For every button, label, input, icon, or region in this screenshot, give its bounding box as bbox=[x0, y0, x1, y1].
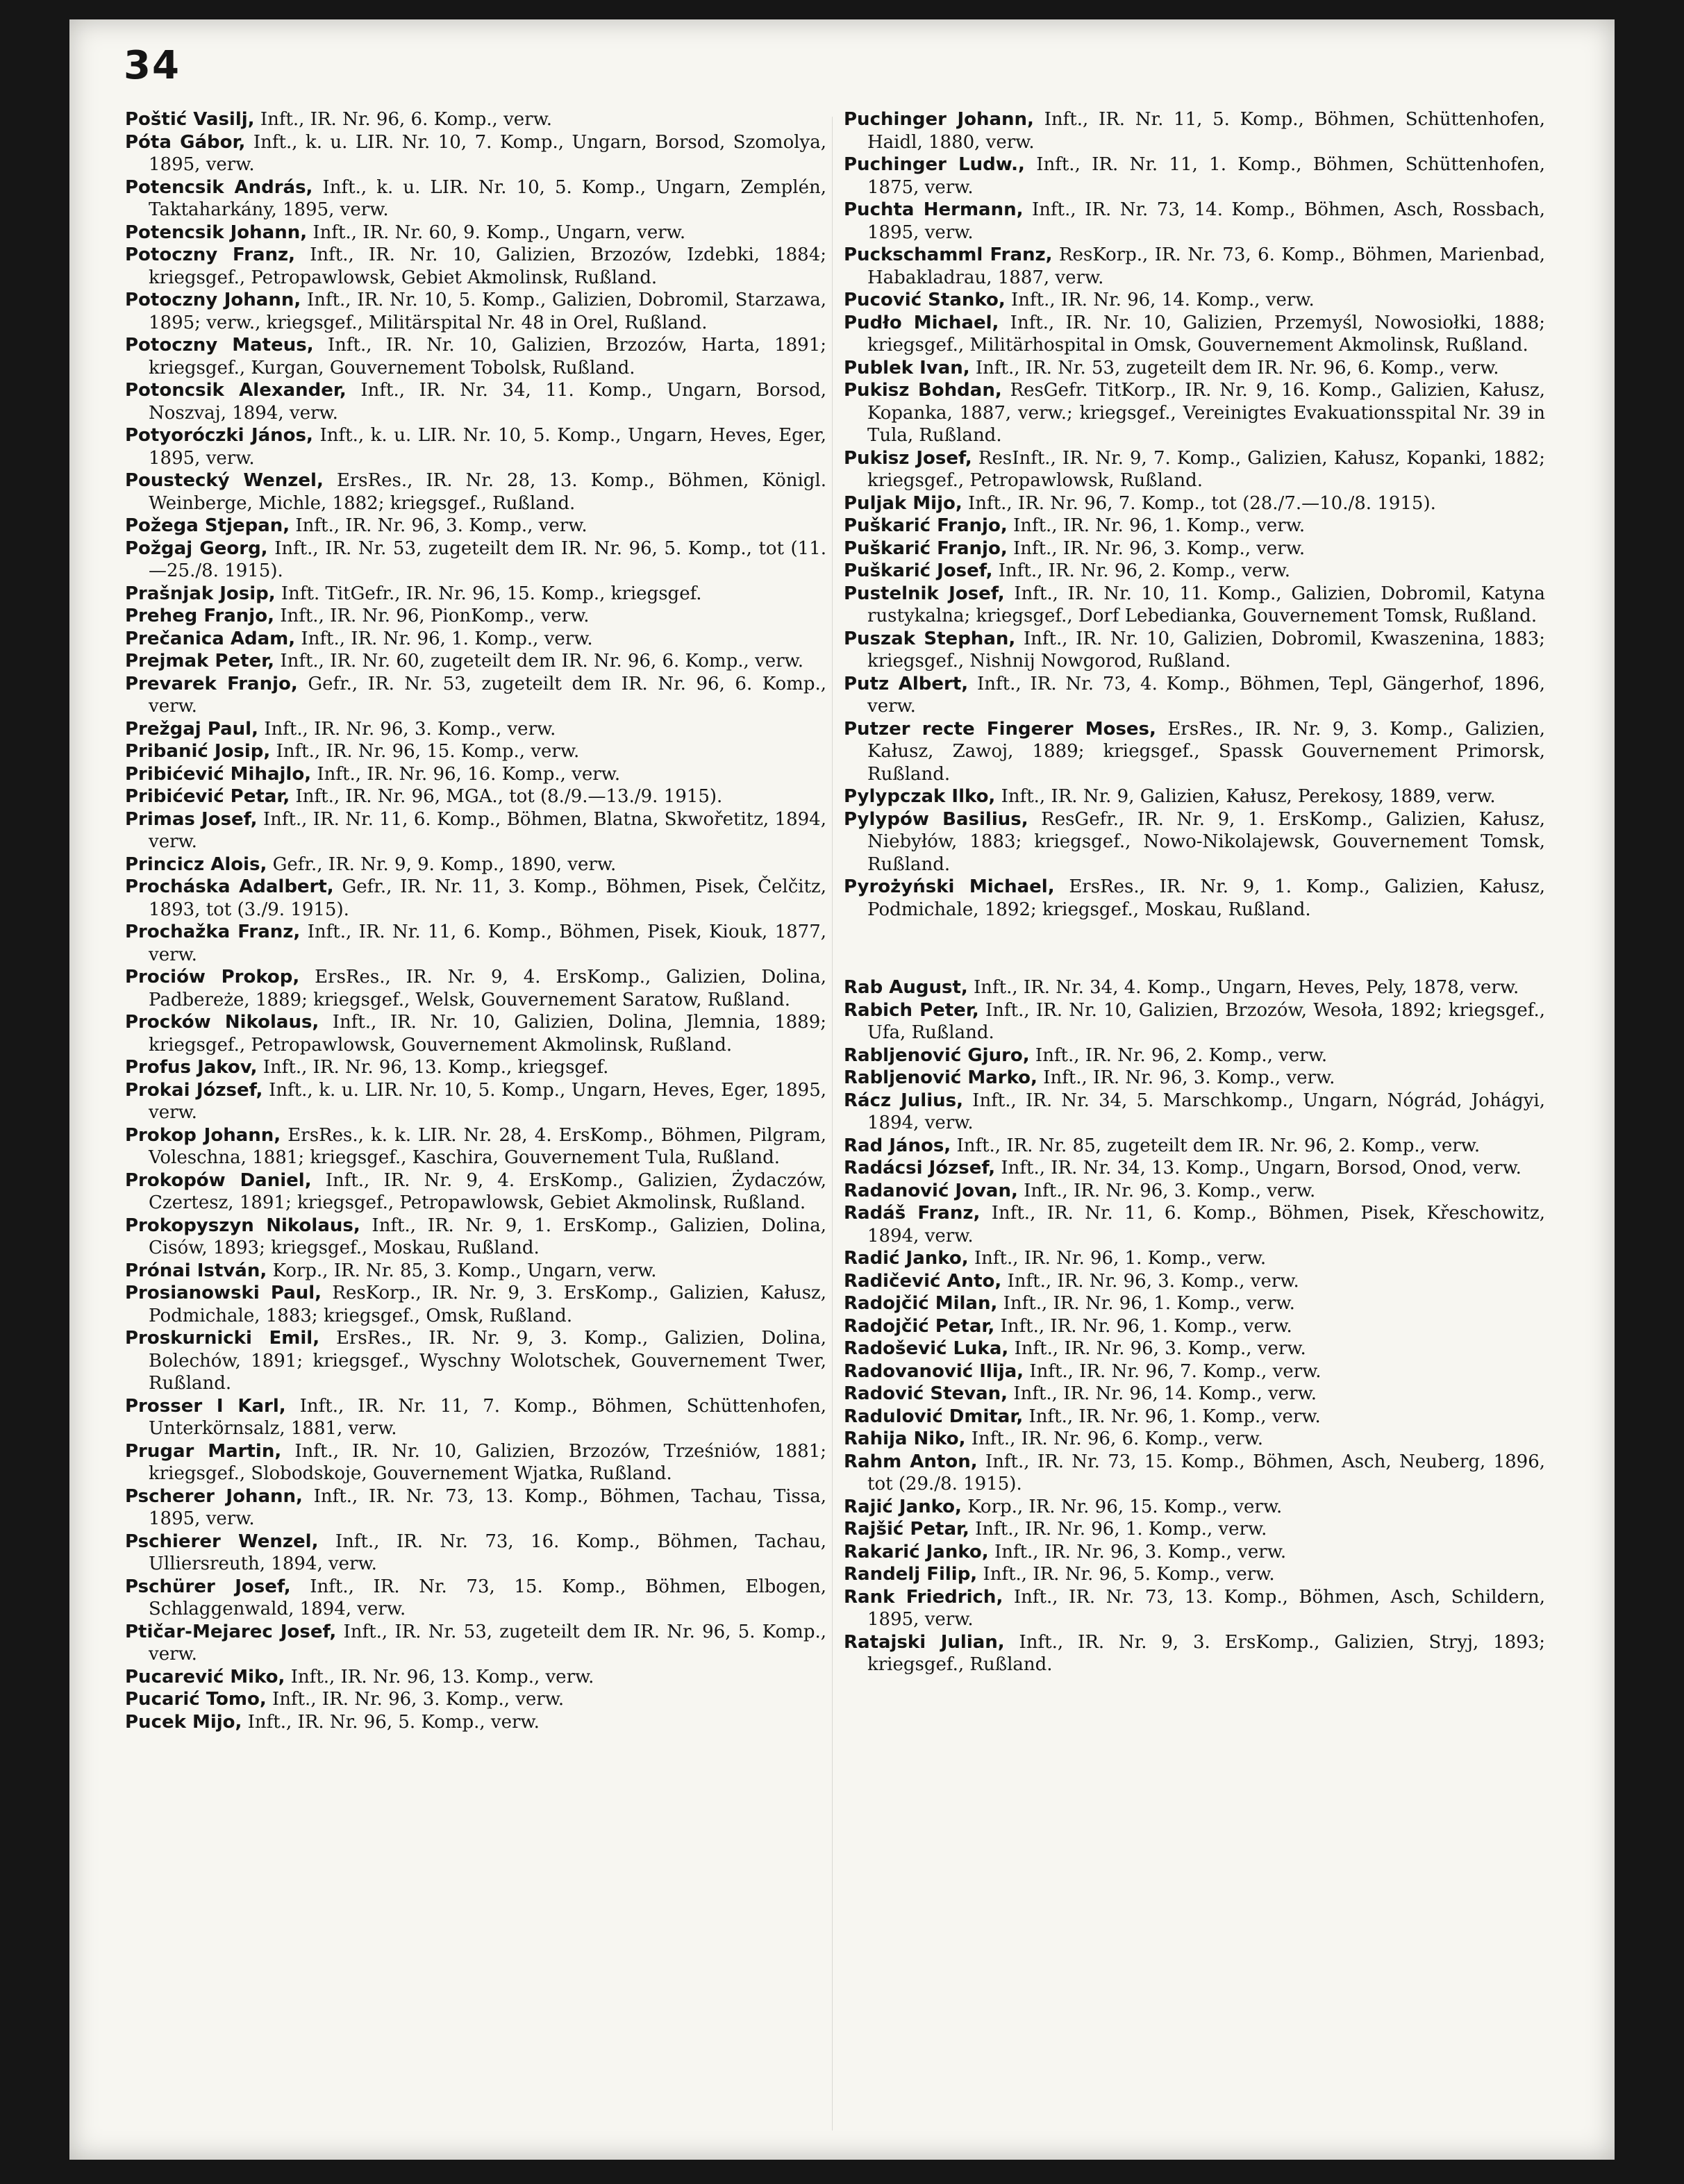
list-entry bbox=[844, 515, 1545, 537]
list-entry bbox=[125, 876, 826, 921]
entry-name: Prónai István, bbox=[125, 1260, 267, 1281]
entry-name: Potyoróczki János, bbox=[125, 425, 313, 446]
entry-details: Inft., IR. Nr. 85, zugeteilt dem IR. Nr. 96, 2. Komp., verw. bbox=[956, 1135, 1481, 1156]
list-entry bbox=[844, 1518, 1545, 1541]
entry-details: Inft., IR. Nr. 34, 13. Komp., Ungarn, Borsod, Onod, verw. bbox=[1001, 1158, 1522, 1178]
list-entry bbox=[125, 1215, 826, 1260]
entry-details: Korp., IR. Nr. 96, 15. Komp., verw. bbox=[967, 1496, 1283, 1517]
entry-name: Ptičar-Mejarec Josef, bbox=[125, 1621, 337, 1642]
entry-details: Inft., k. u. LIR. Nr. 10, 5. Komp., Ungarn, Heves, Eger, 1895, verw. bbox=[149, 425, 827, 469]
entry-name: Prociów Prokop, bbox=[125, 967, 300, 987]
entry-details: Inft., IR. Nr. 73, 13. Komp., Böhmen, Asch, Schildern, 1895, verw. bbox=[867, 1586, 1546, 1630]
list-entry bbox=[125, 763, 826, 786]
entry-name: Prokopyszyn Nikolaus, bbox=[125, 1215, 360, 1236]
entry-name: Pylypczak Ilko, bbox=[844, 786, 996, 807]
entry-name: Radáš Franz, bbox=[844, 1203, 981, 1224]
entry-details: ResKorp., IR. Nr. 73, 6. Komp., Böhmen, Marienbad, Habakladrau, 1887, verw. bbox=[867, 244, 1546, 288]
entry-details: Gefr., IR. Nr. 53, zugeteilt dem IR. Nr. 96, 6. Komp., verw. bbox=[149, 673, 827, 717]
list-entry bbox=[125, 1011, 826, 1056]
entry-details: Inft., IR. Nr. 34, 11. Komp., Ungarn, Borsod, Noszvaj, 1894, verw. bbox=[149, 380, 827, 424]
section-gap bbox=[844, 921, 1545, 976]
entry-details: Inft., IR. Nr. 60, zugeteilt dem IR. Nr. 96, 6. Komp., verw. bbox=[280, 651, 803, 672]
entry-name: Pschierer Wenzel, bbox=[125, 1531, 319, 1552]
list-entry bbox=[125, 537, 826, 583]
list-entry bbox=[844, 1247, 1545, 1270]
entry-name: Pukisz Bohdan, bbox=[844, 380, 1002, 401]
entry-name: Rabich Peter, bbox=[844, 999, 979, 1021]
list-entry bbox=[844, 1157, 1545, 1180]
section-p-entries bbox=[844, 108, 1545, 921]
entry-details: Inft., IR. Nr. 96, 3. Komp., verw. bbox=[1007, 1270, 1299, 1292]
entry-details: ErsRes., IR. Nr. 28, 13. Komp., Böhmen, Königl. Weinberge, Michle, 1882; kriegsgef., Rußland. bbox=[149, 470, 827, 514]
entry-name: Prečanica Adam, bbox=[125, 628, 296, 649]
list-entry bbox=[844, 1541, 1545, 1564]
entry-details: Inft., IR. Nr. 96, 1. Komp., verw. bbox=[1000, 1315, 1292, 1337]
entry-details: Inft. TitGefr., IR. Nr. 96, 15. Komp., kriegsgef. bbox=[281, 583, 702, 604]
list-entry bbox=[844, 1202, 1545, 1247]
entry-details: Inft., IR. Nr. 73, 15. Komp., Böhmen, Elbogen, Schlaggenwald, 1894, verw. bbox=[149, 1576, 826, 1619]
list-entry bbox=[844, 199, 1545, 244]
entry-name: Puškarić Franjo, bbox=[844, 537, 1008, 559]
list-entry bbox=[125, 515, 826, 537]
entry-name: Radovanović Ilija, bbox=[844, 1360, 1024, 1382]
list-entry bbox=[125, 244, 826, 289]
entry-details: Inft., IR. Nr. 96, 1. Komp., verw. bbox=[1028, 1406, 1321, 1427]
entry-details: Inft., IR. Nr. 96, 14. Komp., verw. bbox=[1010, 290, 1315, 310]
section-r-entries bbox=[844, 976, 1545, 1676]
entry-details: Inft., IR. Nr. 96, 7. Komp., tot (28./7.—10./8. 1915). bbox=[967, 492, 1436, 514]
entry-name: Radošević Luka, bbox=[844, 1338, 1009, 1359]
entry-name: Rabljenović Marko, bbox=[844, 1067, 1037, 1088]
list-entry bbox=[125, 1056, 826, 1079]
entry-details: Inft., IR. Nr. 10, Galizien, Brzozów, Harta, 1891; kriegsgef., Kurgan, Gouvernement Tobolsk, Rußland. bbox=[149, 335, 827, 378]
entry-details: Inft., IR. Nr. 96, 7. Komp., verw. bbox=[1029, 1360, 1322, 1382]
entry-details: Inft., IR. Nr. 34, 5. Marschkomp., Ungarn, Nógrád, Johágyi, 1894, verw. bbox=[867, 1090, 1545, 1133]
entry-details: ResGefr. TitKorp., IR. Nr. 9, 16. Komp., Galizien, Kałusz, Kopanka, 1887, verw.; kriegsgef., Vereinigtes Evakuationsspital Nr. 39 in Tula, Rußland. bbox=[867, 380, 1546, 446]
entry-details: ResKorp., IR. Nr. 9, 3. ErsKomp., Galizien, Kałusz, Podmichale, 1883; kriegsgef., Omsk, Rußland. bbox=[149, 1283, 827, 1326]
entry-name: Rácz Julius, bbox=[844, 1090, 963, 1111]
entry-details: Inft., IR. Nr. 53, zugeteilt dem IR. Nr. 96, 5. Komp., tot (11.—25./8. 1915). bbox=[149, 537, 826, 581]
list-entry bbox=[125, 1711, 826, 1734]
entry-name: Rahm Anton, bbox=[844, 1451, 978, 1472]
entry-name: Potoncsik Alexander, bbox=[125, 380, 347, 401]
entry-name: Puškarić Josef, bbox=[844, 560, 993, 581]
list-entry bbox=[125, 966, 826, 1011]
entry-name: Prašnjak Josip, bbox=[125, 583, 276, 604]
entry-details: Inft., IR. Nr. 10, Galizien, Brzozów, Wesoła, 1892; kriegsgef., Ufa, Rußland. bbox=[867, 999, 1545, 1043]
list-entry bbox=[125, 1485, 826, 1531]
entry-name: Rank Friedrich, bbox=[844, 1586, 1003, 1608]
entry-name: Pylypów Basilius, bbox=[844, 808, 1028, 830]
entry-name: Pucek Mijo, bbox=[125, 1711, 242, 1733]
entry-name: Rakarić Janko, bbox=[844, 1541, 989, 1562]
list-entry bbox=[844, 560, 1545, 583]
list-entry bbox=[844, 1180, 1545, 1203]
entry-name: Procháska Adalbert, bbox=[125, 876, 334, 897]
list-entry bbox=[125, 921, 826, 966]
list-entry bbox=[125, 334, 826, 379]
entry-details: Inft., IR. Nr. 96, 6. Komp., verw. bbox=[971, 1428, 1263, 1449]
right-column bbox=[844, 108, 1545, 1676]
list-entry bbox=[125, 469, 826, 515]
entry-name: Profus Jakov, bbox=[125, 1057, 258, 1078]
entry-name: Puljak Mijo, bbox=[844, 492, 962, 514]
list-entry bbox=[125, 1124, 826, 1169]
entry-name: Póta Gábor, bbox=[125, 131, 246, 153]
list-entry bbox=[125, 176, 826, 222]
entry-name: Princicz Alois, bbox=[125, 853, 267, 875]
list-entry bbox=[125, 1576, 826, 1621]
entry-name: Rajšić Petar, bbox=[844, 1519, 969, 1540]
entry-name: Požega Stjepan, bbox=[125, 515, 290, 536]
list-entry bbox=[844, 1496, 1545, 1519]
entry-name: Ratajski Julian, bbox=[844, 1631, 1005, 1653]
entry-name: Rad János, bbox=[844, 1135, 951, 1156]
entry-name: Prežgaj Paul, bbox=[125, 718, 258, 740]
list-entry bbox=[844, 1631, 1545, 1676]
list-entry bbox=[844, 785, 1545, 808]
list-entry bbox=[125, 1666, 826, 1689]
entry-details: Inft., IR. Nr. 96, 5. Komp., verw. bbox=[247, 1711, 540, 1733]
list-entry bbox=[844, 976, 1545, 999]
entry-details: Inft., IR. Nr. 96, 1. Komp., verw. bbox=[301, 628, 593, 649]
list-entry bbox=[844, 1383, 1545, 1406]
entry-details: Gefr., IR. Nr. 9, 9. Komp., 1890, verw. bbox=[272, 853, 617, 875]
list-entry bbox=[844, 357, 1545, 380]
list-entry bbox=[844, 1292, 1545, 1315]
list-entry bbox=[125, 108, 826, 131]
list-entry bbox=[125, 131, 826, 176]
entry-name: Prevarek Franjo, bbox=[125, 673, 298, 694]
left-column bbox=[125, 108, 826, 1733]
entry-details: Inft., IR. Nr. 10, 11. Komp., Galizien, Dobromil, Katyna rustykalna; kriegsgef., Dorf Lebedianka, Gouvernement Tomsk, Rußland. bbox=[867, 583, 1546, 626]
list-entry bbox=[125, 650, 826, 673]
entry-details: Inft., IR. Nr. 96, 13. Komp., kriegsgef. bbox=[262, 1057, 609, 1078]
list-entry bbox=[125, 628, 826, 651]
list-entry bbox=[844, 1337, 1545, 1360]
list-entry bbox=[844, 1135, 1545, 1158]
entry-details: Inft., IR. Nr. 96, 13. Komp., verw. bbox=[290, 1666, 594, 1687]
entry-name: Pyrożyński Michael, bbox=[844, 876, 1055, 897]
list-entry bbox=[844, 312, 1545, 357]
list-entry bbox=[125, 583, 826, 606]
entry-name: Prokai József, bbox=[125, 1079, 263, 1101]
list-entry bbox=[844, 583, 1545, 628]
entry-details: Inft., k. u. LIR. Nr. 10, 5. Komp., Ungarn, Heves, Eger, 1895, verw. bbox=[149, 1079, 827, 1123]
entry-name: Pribićević Mihajlo, bbox=[125, 763, 312, 785]
entry-name: Primas Josef, bbox=[125, 808, 258, 830]
list-entry bbox=[125, 1531, 826, 1576]
entry-name: Požgaj Georg, bbox=[125, 537, 268, 559]
entry-name: Potoczny Johann, bbox=[125, 290, 301, 310]
list-entry bbox=[125, 785, 826, 808]
entry-name: Pschürer Josef, bbox=[125, 1576, 291, 1597]
entry-name: Prochažka Franz, bbox=[125, 922, 301, 942]
entry-name: Pucarić Tomo, bbox=[125, 1689, 267, 1710]
entry-details: Inft., IR. Nr. 96, 5. Komp., verw. bbox=[983, 1564, 1275, 1585]
entry-name: Radičević Anto, bbox=[844, 1270, 1002, 1292]
entry-name: Rajić Janko, bbox=[844, 1496, 962, 1517]
entry-name: Pukisz Josef, bbox=[844, 447, 972, 469]
list-entry bbox=[125, 1395, 826, 1440]
entry-details: Inft., IR. Nr. 73, 14. Komp., Böhmen, Asch, Rossbach, 1895, verw. bbox=[867, 199, 1546, 243]
entry-details: Gefr., IR. Nr. 11, 3. Komp., Böhmen, Pisek, Čelčitz, 1893, tot (3./9. 1915). bbox=[149, 876, 826, 920]
entry-name: Prosianowski Paul, bbox=[125, 1283, 322, 1303]
column-divider bbox=[832, 117, 833, 2131]
entry-name: Potoczny Mateus, bbox=[125, 335, 314, 356]
entry-name: Radulović Dmitar, bbox=[844, 1406, 1024, 1427]
entry-details: ErsRes., k. k. LIR. Nr. 28, 4. ErsKomp., Böhmen, Pilgram, Voleschna, 1881; kriegsgef., Kaschira, Gouvernement Tula, Rußland. bbox=[149, 1124, 826, 1168]
entry-name: Putz Albert, bbox=[844, 673, 969, 694]
entry-details: Inft., IR. Nr. 9, 1. ErsKomp., Galizien, Dolina, Cisów, 1893; kriegsgef., Moskau, Rußland. bbox=[149, 1215, 826, 1258]
entry-details: Inft., IR. Nr. 96, 3. Komp., verw. bbox=[1024, 1180, 1316, 1201]
entry-details: Inft., IR. Nr. 96, 2. Komp., verw. bbox=[998, 560, 1290, 581]
entry-details: Inft., IR. Nr. 96, 1. Komp., verw. bbox=[975, 1519, 1267, 1540]
entry-name: Procków Nikolaus, bbox=[125, 1012, 319, 1033]
entry-name: Pucović Stanko, bbox=[844, 290, 1006, 310]
entry-name: Pudło Michael, bbox=[844, 312, 999, 333]
entry-details: Inft., IR. Nr. 96, 2. Komp., verw. bbox=[1035, 1044, 1328, 1066]
entry-name: Rahija Niko, bbox=[844, 1428, 966, 1449]
entry-name: Rabljenović Gjuro, bbox=[844, 1044, 1030, 1066]
entry-name: Radanović Jovan, bbox=[844, 1180, 1018, 1201]
entry-name: Preheg Franjo, bbox=[125, 606, 274, 626]
list-entry bbox=[844, 1360, 1545, 1383]
entry-details: Inft., IR. Nr. 9, 4. ErsKomp., Galizien, Żydaczów, Czertesz, 1891; kriegsgef., Petropawlowsk, Gebiet Akmolinsk, Rußland. bbox=[149, 1169, 827, 1213]
entry-name: Radácsi József, bbox=[844, 1158, 996, 1178]
list-entry bbox=[844, 289, 1545, 312]
list-entry bbox=[844, 492, 1545, 515]
entry-details: Inft., k. u. LIR. Nr. 10, 7. Komp., Ungarn, Borsod, Szomolya, 1895, verw. bbox=[149, 131, 827, 175]
entry-name: Puszak Stephan, bbox=[844, 628, 1016, 649]
list-entry bbox=[125, 1621, 826, 1666]
list-entry bbox=[844, 1067, 1545, 1090]
page-number: 34 bbox=[124, 43, 181, 88]
entry-name: Puckschamml Franz, bbox=[844, 244, 1053, 265]
list-entry bbox=[844, 718, 1545, 786]
entry-details: Inft., IR. Nr. 96, 3. Komp., verw. bbox=[264, 718, 556, 740]
entry-details: Inft., IR. Nr. 96, 3. Komp., verw. bbox=[1012, 537, 1306, 559]
entry-name: Potencsik Johann, bbox=[125, 222, 308, 243]
entry-details: ErsRes., IR. Nr. 9, 3. Komp., Galizien, Dolina, Bolechów, 1891; kriegsgef., Wyschny Wolotschek, Gouvernement Twer, Rußland. bbox=[149, 1328, 826, 1394]
list-entry bbox=[844, 244, 1545, 289]
entry-name: Radić Janko, bbox=[844, 1248, 969, 1269]
entry-name: Puchinger Ludw., bbox=[844, 154, 1025, 175]
list-entry bbox=[844, 108, 1545, 153]
entry-details: ErsRes., IR. Nr. 9, 4. ErsKomp., Galizien, Dolina, Padbereże, 1889; kriegsgef., Welsk, Gouvernement Saratow, Rußland. bbox=[149, 967, 826, 1010]
entry-name: Proskurnicki Emil, bbox=[125, 1328, 320, 1349]
entry-name: Radojčić Petar, bbox=[844, 1315, 995, 1337]
entry-name: Publek Ivan, bbox=[844, 357, 970, 378]
entry-name: Putzer recte Fingerer Moses, bbox=[844, 718, 1156, 740]
list-entry bbox=[844, 1406, 1545, 1428]
entry-details: Inft., IR. Nr. 96, 16. Komp., verw. bbox=[317, 763, 621, 785]
entry-details: Inft., IR. Nr. 96, 1. Komp., verw. bbox=[1003, 1293, 1295, 1314]
entry-details: Inft., IR. Nr. 34, 4. Komp., Ungarn, Heves, Pely, 1878, verw. bbox=[974, 977, 1519, 998]
entry-details: Inft., IR. Nr. 96, 3. Komp., verw. bbox=[272, 1689, 565, 1710]
list-entry bbox=[844, 379, 1545, 447]
list-entry bbox=[844, 153, 1545, 199]
list-entry bbox=[125, 1260, 826, 1283]
entry-details: Inft., IR. Nr. 60, 9. Komp., Ungarn, verw. bbox=[312, 222, 686, 243]
entry-details: ErsRes., IR. Nr. 9, 3. Komp., Galizien, Kałusz, Zawoj, 1889; kriegsgef., Spassk Gouvernement Primorsk, Rußland. bbox=[867, 718, 1545, 785]
entry-details: Inft., IR. Nr. 96, 1. Komp., verw. bbox=[1012, 515, 1306, 536]
entry-details: ResGefr., IR. Nr. 9, 1. ErsKomp., Galizien, Kałusz, Niebyłów, 1883; kriegsgef., Nowo-Nikolajewsk, Gouvernement Tomsk, Rußland. bbox=[867, 808, 1545, 875]
list-entry bbox=[844, 537, 1545, 560]
entry-details: Inft., IR. Nr. 9, 3. ErsKomp., Galizien, Stryj, 1893; kriegsgef., Rußland. bbox=[867, 1631, 1546, 1675]
entry-name: Radović Stevan, bbox=[844, 1383, 1008, 1404]
entry-details: Inft., IR. Nr. 11, 1. Komp., Böhmen, Schüttenhofen, 1875, verw. bbox=[867, 154, 1546, 198]
entry-details: Inft., IR. Nr. 96, 3. Komp., verw. bbox=[1043, 1067, 1335, 1088]
entry-details: ErsRes., IR. Nr. 9, 1. Komp., Galizien, Kałusz, Podmichale, 1892; kriegsgef., Moskau, Rußland. bbox=[867, 876, 1545, 920]
entry-details: Inft., IR. Nr. 73, 4. Komp., Böhmen, Tepl, Gängerhof, 1896, verw. bbox=[867, 673, 1545, 717]
entry-name: Potencsik András, bbox=[125, 176, 313, 198]
list-entry bbox=[844, 1044, 1545, 1067]
list-entry bbox=[844, 1090, 1545, 1135]
entry-name: Poustecký Wenzel, bbox=[125, 470, 324, 491]
entry-details: Inft., IR. Nr. 96, 3. Komp., verw. bbox=[994, 1541, 1287, 1562]
list-entry bbox=[844, 1315, 1545, 1338]
list-entry bbox=[125, 853, 826, 876]
list-entry bbox=[844, 1563, 1545, 1586]
entry-name: Poštić Vasilj, bbox=[125, 109, 255, 130]
list-entry bbox=[125, 718, 826, 741]
entry-details: Inft., IR. Nr. 73, 16. Komp., Böhmen, Tachau, Ulliersreuth, 1894, verw. bbox=[149, 1531, 826, 1574]
list-entry bbox=[125, 1688, 826, 1711]
entry-details: Inft., IR. Nr. 9, Galizien, Kałusz, Perekosy, 1889, verw. bbox=[1001, 786, 1496, 807]
list-entry bbox=[125, 424, 826, 469]
entry-details: Inft., IR. Nr. 10, 5. Komp., Galizien, Dobromil, Starzawa, 1895; verw., kriegsgef., Militärspital Nr. 48 in Orel, Rußland. bbox=[149, 290, 826, 333]
list-entry bbox=[125, 673, 826, 718]
entry-name: Prokop Johann, bbox=[125, 1124, 281, 1146]
list-entry bbox=[844, 1428, 1545, 1451]
list-entry bbox=[125, 1169, 826, 1215]
entry-name: Prosser I Karl, bbox=[125, 1395, 286, 1417]
list-entry bbox=[844, 808, 1545, 876]
entry-details: Inft., IR. Nr. 73, 15. Komp., Böhmen, Asch, Neuberg, 1896, tot (29./8. 1915). bbox=[867, 1451, 1545, 1494]
entry-details: Inft., IR. Nr. 10, Galizien, Przemyśl, Nowosiołki, 1888; kriegsgef., Militärhospital in Omsk, Gouvernement Akmolinsk, Rußland. bbox=[867, 312, 1546, 356]
entry-details: Inft., k. u. LIR. Nr. 10, 5. Komp., Ungarn, Zemplén, Taktaharkány, 1895, verw. bbox=[149, 176, 826, 220]
entry-details: Inft., IR. Nr. 96, 14. Komp., verw. bbox=[1013, 1383, 1317, 1404]
list-entry bbox=[125, 808, 826, 853]
entry-name: Potoczny Franz, bbox=[125, 244, 296, 265]
entry-name: Puchta Hermann, bbox=[844, 199, 1024, 220]
entry-name: Rab August, bbox=[844, 977, 968, 998]
list-entry bbox=[125, 1079, 826, 1124]
entry-details: Inft., IR. Nr. 96, 6. Komp., verw. bbox=[260, 109, 553, 130]
entry-details: Korp., IR. Nr. 85, 3. Komp., Ungarn, verw. bbox=[272, 1260, 657, 1281]
document-page bbox=[69, 19, 1615, 2160]
entry-details: Inft., IR. Nr. 96, 3. Komp., verw. bbox=[1014, 1338, 1306, 1359]
entry-details: Inft., IR. Nr. 10, Galizien, Dolina, Jlemnia, 1889; kriegsgef., Petropawlowsk, Gouvernement Akmolinsk, Rußland. bbox=[149, 1012, 827, 1056]
entry-name: Prokopów Daniel, bbox=[125, 1169, 312, 1191]
entry-name: Prejmak Peter, bbox=[125, 651, 275, 672]
entry-name: Pucarević Miko, bbox=[125, 1666, 285, 1687]
entry-details: Inft., IR. Nr. 11, 6. Komp., Böhmen, Pisek, Kiouk, 1877, verw. bbox=[149, 922, 827, 965]
list-entry bbox=[125, 740, 826, 763]
entry-details: Inft., IR. Nr. 11, 6. Komp., Böhmen, Pisek, Křeschowitz, 1894, verw. bbox=[867, 1203, 1545, 1247]
entry-details: Inft., IR. Nr. 53, zugeteilt dem IR. Nr. 96, 5. Komp., verw. bbox=[149, 1621, 827, 1665]
list-entry bbox=[844, 673, 1545, 718]
entry-details: ResInft., IR. Nr. 9, 7. Komp., Galizien, Kałusz, Kopanki, 1882; kriegsgef., Petropawlowsk, Rußland. bbox=[867, 447, 1546, 491]
entry-name: Pscherer Johann, bbox=[125, 1485, 303, 1507]
list-entry bbox=[844, 876, 1545, 921]
entry-details: Inft., IR. Nr. 96, 1. Komp., verw. bbox=[974, 1248, 1267, 1269]
list-entry bbox=[125, 1440, 826, 1485]
entry-name: Pribanić Josip, bbox=[125, 741, 271, 762]
list-entry bbox=[125, 289, 826, 334]
list-entry bbox=[125, 222, 826, 244]
list-entry bbox=[844, 447, 1545, 492]
entry-details: Inft., IR. Nr. 96, 3. Komp., verw. bbox=[295, 515, 587, 536]
entry-details: Inft., IR. Nr. 11, 5. Komp., Böhmen, Schüttenhofen, Haidl, 1880, verw. bbox=[867, 109, 1546, 153]
entry-details: Inft., IR. Nr. 53, zugeteilt dem IR. Nr. 96, 6. Komp., verw. bbox=[975, 357, 1499, 378]
entry-name: Pustelnik Josef, bbox=[844, 583, 1005, 604]
list-entry bbox=[125, 605, 826, 628]
entry-name: Radojčić Milan, bbox=[844, 1293, 998, 1314]
entry-details: Inft., IR. Nr. 96, PionKomp., verw. bbox=[280, 606, 590, 626]
entry-details: Inft., IR. Nr. 11, 7. Komp., Böhmen, Schüttenhofen, Unterkörnsalz, 1881, verw. bbox=[149, 1395, 826, 1439]
entry-name: Pribićević Petar, bbox=[125, 786, 290, 807]
entry-name: Puchinger Johann, bbox=[844, 109, 1034, 130]
entry-details: Inft., IR. Nr. 10, Galizien, Brzozów, Trześniów, 1881; kriegsgef., Slobodskoje, Gouvernement Wjatka, Rußland. bbox=[149, 1440, 827, 1484]
entry-name: Puškarić Franjo, bbox=[844, 515, 1008, 536]
entry-name: Prugar Martin, bbox=[125, 1440, 282, 1462]
entry-details: Inft., IR. Nr. 96, 15. Komp., verw. bbox=[276, 741, 580, 762]
entry-name: Randelj Filip, bbox=[844, 1564, 978, 1585]
entry-details: Inft., IR. Nr. 10, Galizien, Brzozów, Izdebki, 1884; kriegsgef., Petropawlowsk, Gebiet Akmolinsk, Rußland. bbox=[149, 244, 827, 288]
list-entry bbox=[125, 379, 826, 424]
list-entry bbox=[844, 999, 1545, 1044]
entry-details: Inft., IR. Nr. 11, 6. Komp., Böhmen, Blatna, Skwořetitz, 1894, verw. bbox=[149, 808, 826, 852]
entry-details: Inft., IR. Nr. 10, Galizien, Dobromil, Kwaszenina, 1883; kriegsgef., Nishnij Nowgorod, Rußland. bbox=[867, 628, 1546, 672]
list-entry bbox=[844, 628, 1545, 673]
list-entry bbox=[125, 1282, 826, 1327]
list-entry bbox=[844, 1451, 1545, 1496]
entry-details: Inft., IR. Nr. 96, MGA., tot (8./9.—13./9. 1915). bbox=[295, 786, 723, 807]
entry-details: Inft., IR. Nr. 73, 13. Komp., Böhmen, Tachau, Tissa, 1895, verw. bbox=[149, 1485, 827, 1529]
list-entry bbox=[844, 1586, 1545, 1631]
list-entry bbox=[844, 1270, 1545, 1293]
list-entry bbox=[125, 1327, 826, 1395]
